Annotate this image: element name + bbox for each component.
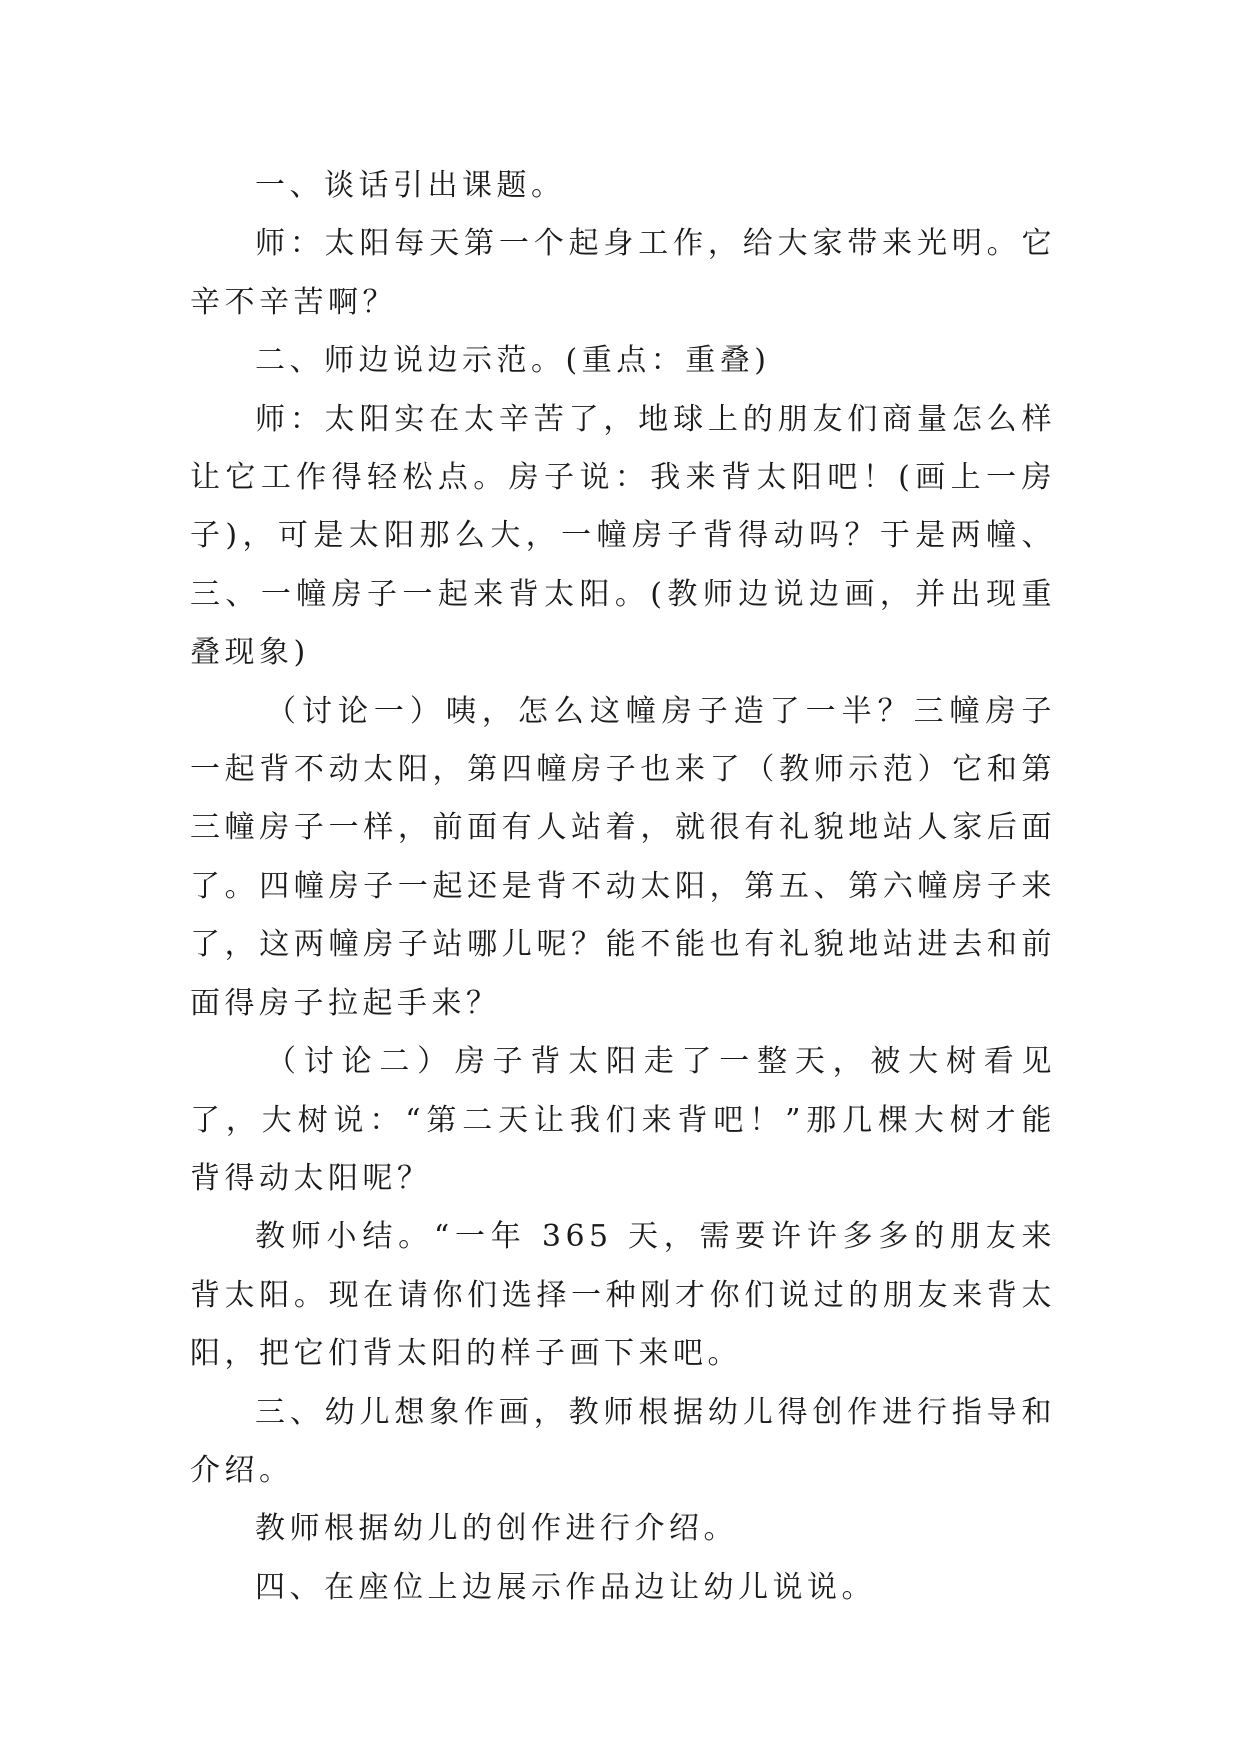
section-heading-4: 四、在座位上边展示作品边让幼儿说说。	[255, 1569, 876, 1605]
paragraph-discussion-2: （讨论二）房子背太阳走了一整天，被大树看见了，大树说：“第二天让我们来背吧！”那几棵大树才能背得动太阳呢？	[190, 1044, 1056, 1196]
paragraph-teacher-intro: 师：太阳每天第一个起身工作，给大家带来光明。它辛不辛苦啊？	[190, 226, 1056, 320]
paragraph-teacher-summary: 教师小结。“一年 365 天，需要许许多多的朋友来背太阳。现在请你们选择一种刚才你们说过的朋友来背太阳，把它们背太阳的样子画下来吧。	[190, 1219, 1056, 1372]
paragraph-teacher-demo: 师：太阳实在太辛苦了，地球上的朋友们商量怎么样让它工作得轻松点。房子说：我来背太阳吧！(画上一房子)，可是太阳那么大，一幢房子背得动吗？于是两幢、三、一幢房子一起来背太阳。(教师边说边画，并出现重叠现象)	[190, 401, 1056, 671]
paragraph-introduction: 教师根据幼儿的创作进行介绍。	[255, 1511, 738, 1547]
paragraph-discussion-1: （讨论一）咦，怎么这幢房子造了一半？三幢房子一起背不动太阳，第四幢房子也来了（教师示范）它和第三幢房子一样，前面有人站着，就很有礼貌地站人家后面了。四幢房子一起还是背不动太阳，第五、第六幢房子来了，这两幢房子站哪儿呢？能不能也有礼貌地站进去和前面得房子拉起手来？	[190, 693, 1056, 1021]
section-heading-1: 一、谈话引出课题。	[255, 168, 566, 203]
document-body	[190, 157, 1056, 1617]
section-heading-3: 三、幼儿想象作画，教师根据幼儿得创作进行指导和介绍。	[190, 1394, 1056, 1488]
section-heading-2: 二、师边说边示范。(重点：重叠)	[255, 343, 771, 379]
